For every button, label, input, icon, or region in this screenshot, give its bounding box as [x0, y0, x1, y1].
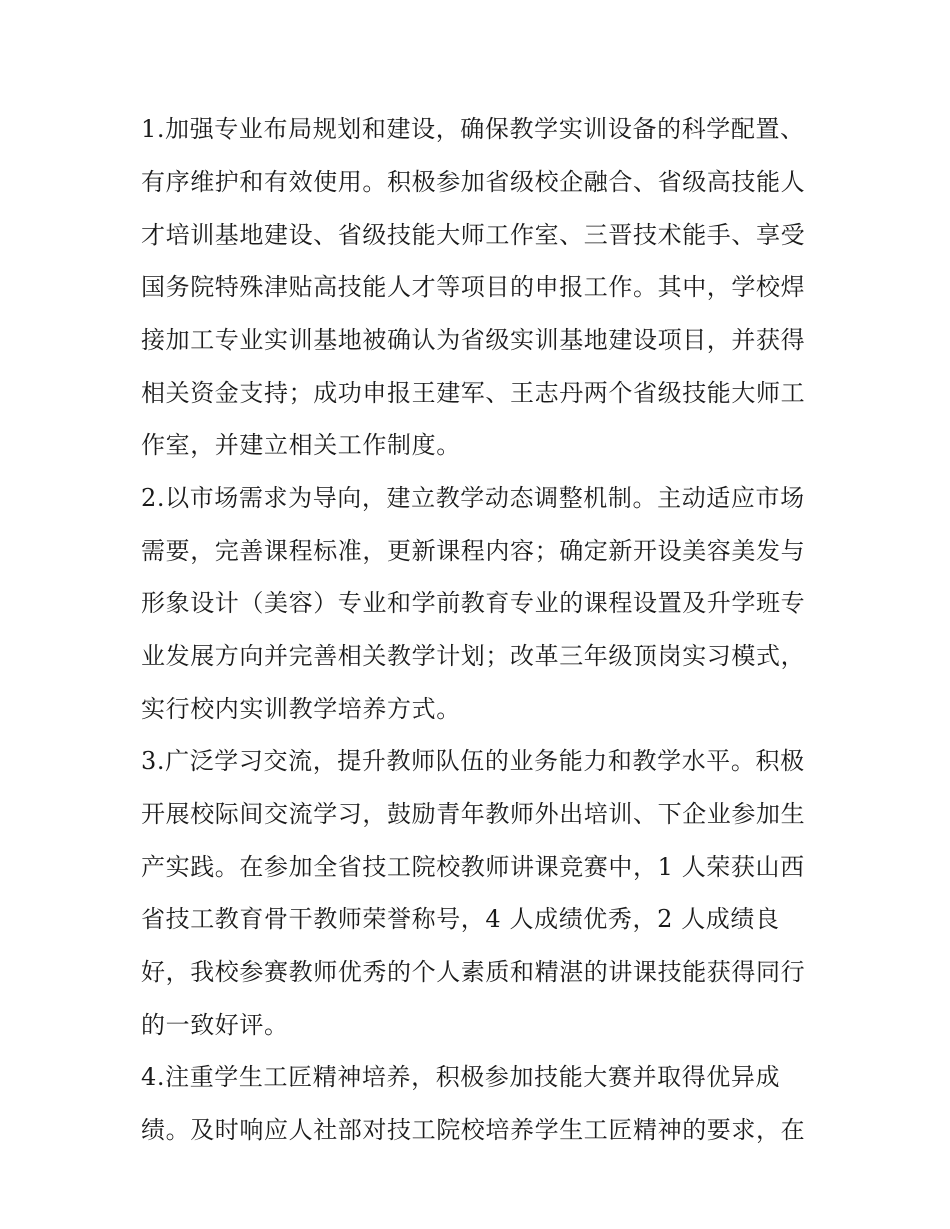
text-line: 省技工教育骨干教师荣誉称号，4 人成绩优秀，2 人成绩良 [141, 905, 780, 933]
text-line: 相关资金支持；成功申报王建军、王志丹两个省级技能大师工 [141, 379, 806, 407]
text-line: 需要，完善课程标准，更新课程内容；确定新开设美容美发与 [141, 537, 806, 565]
text-line: 才培训基地建设、省级技能大师工作室、三晋技术能手、享受 [141, 221, 806, 249]
text-line: 作室，并建立相关工作制度。 [141, 431, 461, 459]
text-line: 2.以市场需求为导向，建立教学动态调整机制。主动适应市场 [141, 484, 805, 512]
text-line: 的一致好评。 [141, 1011, 289, 1039]
text-line: 实行校内实训教学培养方式。 [141, 695, 461, 723]
text-line: 绩。及时响应人社部对技工院校培养学生工匠精神的要求，在 [141, 1116, 806, 1144]
text-line: 接加工专业实训基地被确认为省级实训基地建设项目，并获得 [141, 326, 806, 354]
text-line: 4.注重学生工匠精神培养，积极参加技能大赛并取得优异成 [141, 1063, 781, 1091]
text-line: 产实践。在参加全省技工院校教师讲课竞赛中，1 人荣获山西 [141, 853, 805, 881]
text-line: 好，我校参赛教师优秀的个人素质和精湛的讲课技能获得同行 [141, 958, 806, 986]
text-line: 3.广泛学习交流，提升教师队伍的业务能力和教学水平。积极 [141, 747, 805, 775]
text-line: 开展校际间交流学习，鼓励青年教师外出培训、下企业参加生 [141, 800, 806, 828]
text-line: 形象设计（美容）专业和学前教育专业的课程设置及升学班专 [141, 589, 806, 617]
text-line: 有序维护和有效使用。积极参加省级校企融合、省级高技能人 [141, 168, 806, 196]
text-line: 国务院特殊津贴高技能人才等项目的申报工作。其中，学校焊 [141, 273, 806, 301]
text-line: 1.加强专业布局规划和建设，确保教学实训设备的科学配置、 [141, 115, 805, 143]
text-line: 业发展方向并完善相关教学计划；改革三年级顶岗实习模式， [141, 642, 806, 670]
